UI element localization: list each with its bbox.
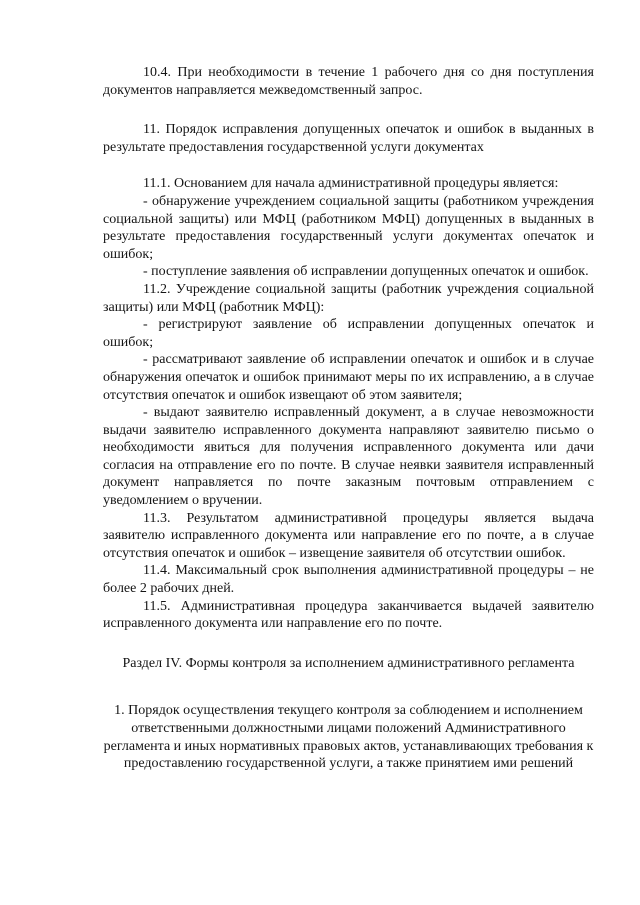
heading-11: 11. Порядок исправления допущенных опечаток и ошибок в выданных в результате предоставления государственной услуги документах (103, 122, 594, 155)
paragraph-11-2-item-b: - рассматривают заявление об исправлении опечаток и ошибок и в случае обнаружения опечаток и ошибок принимают меры по их исправлению, а в случае отсутствия опечаток и ошибок извещают об этом заявителя; (103, 352, 594, 403)
paragraph-10-4: 10.4. При необходимости в течение 1 рабочего дня со дня поступления документов направляется межведомственный запрос. (103, 65, 594, 98)
paragraph-11-1-item-a: - обнаружение учреждением социальной защиты (работником учреждения социальной защиты) или МФЦ (работником МФЦ) допущенных в выданных в результате предоставления государственный услуги документах опечаток и ошибок; (103, 193, 594, 262)
paragraph-11-2-item-c: - выдают заявителю исправленный документ, а в случае невозможности выдачи заявителю исправленного документа направляют заявителю письмо о необходимости явиться для получения исправленного документа или дачи согласия на отправление его по почте. В случае неявки заявителя исправленный документ направляется по почте заказным почтовым отправлением с уведомлением о вручении. (103, 405, 594, 509)
paragraph-11-2-item-a: - регистрируют заявление об исправлении допущенных опечаток и ошибок; (103, 317, 594, 350)
paragraph-11-5: 11.5. Административная процедура заканчивается выдачей заявителю исправленного документа или направление его по почте. (103, 598, 594, 632)
paragraph-11-1-item-b: - поступление заявления об исправлении допущенных опечаток и ошибок. (143, 264, 589, 280)
paragraph-11-3: 11.3. Результатом административной процедуры является выдача заявителю исправленного документа или направление его по почте, а в случае отсутствия опечаток и ошибок – извещение заявителя об отсутствии ошибок. (103, 510, 594, 561)
paragraph-11-2: 11.2. Учреждение социальной защиты (работник учреждения социальной защиты) или МФЦ (работник МФЦ): (103, 281, 594, 315)
section-iv-point-1: 1. Порядок осуществления текущего контроля за соблюдением и исполнением ответственными должностными лицами положений Административного регламента и иных нормативных правовых актов, устанавливающих требования к предоставлению государственной услуги, а также принятием ими решений (103, 703, 594, 772)
section-iv-title: Раздел IV. Формы контроля за исполнением административного регламента (122, 655, 575, 671)
paragraph-11-4: 11.4. Максимальный срок выполнения административной процедуры – не более 2 рабочих дней. (103, 563, 594, 597)
paragraph-11-1: 11.1. Основанием для начала административной процедуры является: (143, 176, 559, 192)
